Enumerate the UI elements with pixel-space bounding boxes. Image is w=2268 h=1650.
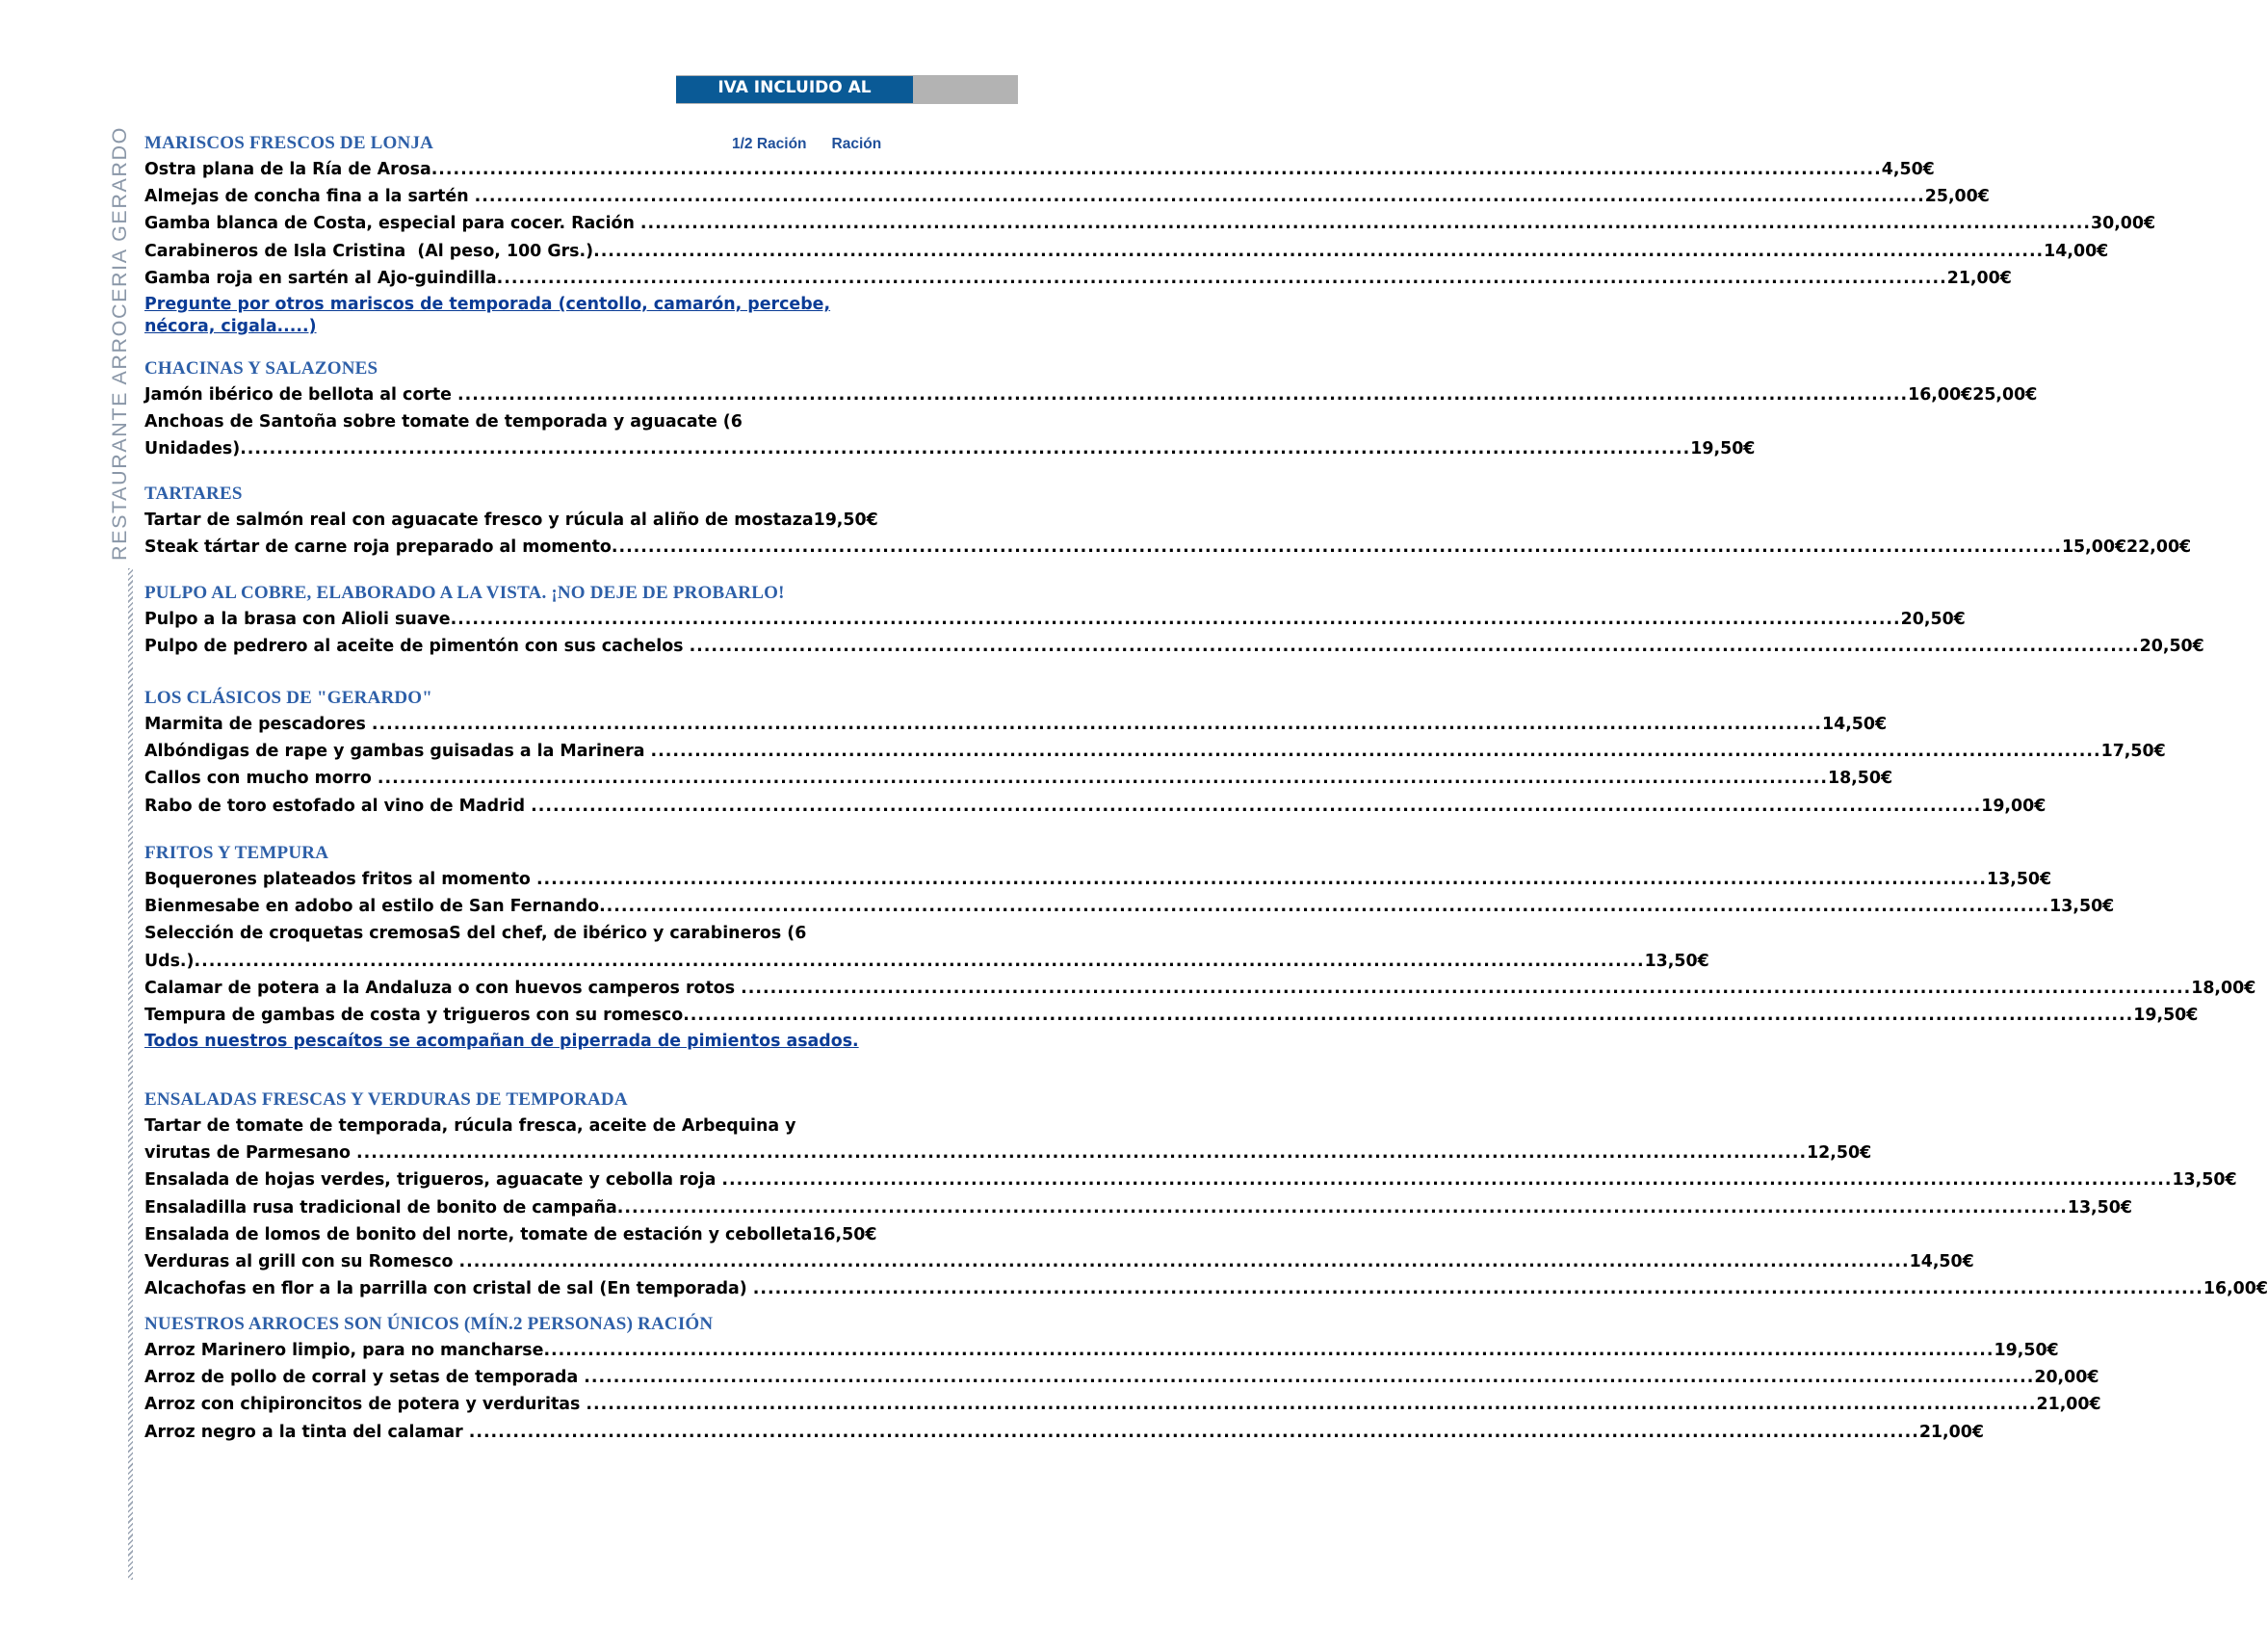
dot-leader [617, 1194, 2068, 1221]
dot-leader [543, 1337, 1994, 1364]
dot-leader [459, 1248, 1910, 1275]
menu-item-name: Steak tártar de carne roja preparado al momento [144, 537, 612, 558]
menu-item [144, 1275, 2268, 1302]
section-title: FRITOS Y TEMPURA [144, 843, 329, 863]
menu-item-name-line1: Tartar de tomate de temporada, rúcula fresca, aceite de Arbequina y [144, 1116, 796, 1136]
menu-section [144, 841, 2256, 1053]
menu-section [144, 581, 2204, 660]
menu-item [144, 765, 1893, 792]
dot-leader [683, 1002, 2133, 1029]
menu-item [144, 1221, 896, 1248]
section-title: LOS CLÁSICOS DE "GERARDO" [144, 688, 433, 708]
menu-item [144, 1248, 1974, 1275]
menu-item-price: 4,50€ [1881, 160, 1935, 179]
dot-leader [753, 1275, 2203, 1302]
menu-item-name: Tempura de gambas de costa y trigueros con su romesco [144, 1006, 684, 1026]
menu-item-name: Arroz con chipironcitos de potera y verduritas [144, 1395, 587, 1415]
menu-item-name: Pulpo de pedrero al aceite de pimentón con sus cachelos [144, 637, 690, 657]
menu-item-price: 14,50€ [1822, 715, 1888, 734]
dot-leader [651, 738, 2101, 765]
menu-item [144, 1391, 2101, 1418]
menu-section [144, 482, 2192, 561]
menu-item-price: 21,00€ [1946, 268, 2012, 288]
menu-item-price: 20,50€ [1900, 610, 1966, 629]
menu-item [144, 1194, 2132, 1221]
menu-section [144, 1312, 2101, 1446]
menu-item-price: 12,50€ [1807, 1143, 1872, 1164]
dot-leader [356, 1139, 1807, 1166]
menu-item-name: Ensaladilla rusa tradicional de bonito de campaña [144, 1197, 617, 1218]
menu-item-name: Arroz Marinero limpio, para no mancharse [144, 1341, 544, 1360]
dot-leader [586, 1391, 2036, 1418]
menu-item-price: 21,00€ [2036, 1395, 2101, 1415]
menu-item-price: 13,50€ [2172, 1170, 2237, 1191]
menu-item-name: Calamar de potera a la Andaluza o con huevos camperos rotos [144, 978, 742, 998]
menu-section [144, 356, 2038, 463]
menu-item-price: 20,00€ [2034, 1368, 2099, 1388]
menu-item [144, 265, 2012, 292]
menu-item-name-line2: virutas de Parmesano [144, 1143, 356, 1164]
menu-item-name: Tartar de salmón real con aguacate fresco y rúcula al aliño de mostaza [144, 511, 814, 530]
menu-item [144, 183, 1990, 210]
menu-item-price: 30,00€ [2091, 214, 2156, 234]
menu-item [144, 1113, 1872, 1166]
section-note-link[interactable]: Todos nuestros pescaítos se acompañan de piperrada de pimientos asados. [144, 1032, 859, 1052]
menu-item-name: Alcachofas en flor a la parrilla con cristal de sal (En temporada) [144, 1279, 753, 1299]
dot-leader [721, 1166, 2172, 1193]
menu-item-name: Almejas de concha fina a la sartén [144, 187, 475, 207]
dot-leader [194, 948, 1644, 975]
restaurant-side-title: RESTAURANTE ARROCERIA GERARDO [108, 126, 131, 561]
menu-item-name-line1: Anchoas de Santoña sobre tomate de temporada y aguacate (6 [144, 412, 743, 432]
dot-leader [372, 711, 1822, 738]
menu-section [144, 686, 2166, 820]
menu-item [144, 1337, 2059, 1364]
menu-item [144, 975, 2256, 1002]
menu-item-name: Ostra plana de la Ría de Arosa [144, 160, 431, 179]
menu-item-name: Ensalada de lomos de bonito del norte, tomate de estación y cebolleta [144, 1224, 813, 1244]
menu-item-price: 19,50€ [813, 511, 878, 530]
dot-leader [431, 156, 1882, 183]
menu-item-price: 19,50€ [1994, 1341, 2059, 1360]
menu-item-name: Jamón ibérico de bellota al corte [144, 385, 458, 405]
menu-item-name-line2: Uds.) [144, 951, 195, 971]
menu-item-price: 13,50€ [2049, 897, 2115, 917]
menu-item-name: Marmita de pescadores [144, 715, 372, 734]
menu-item [144, 238, 2109, 265]
menu-item-price: 16,50€ [812, 1224, 877, 1244]
menu-item [144, 1364, 2099, 1391]
dot-leader [497, 265, 1947, 292]
menu-item-name: Pulpo a la brasa con Alioli suave [144, 610, 451, 629]
menu-item-name: Bienmesabe en adobo al estilo de San Fernando [144, 897, 600, 917]
menu-item-price: 14,50€ [1909, 1252, 1974, 1272]
menu-item-price: 18,00€ [2191, 978, 2256, 998]
section-title: PULPO AL COBRE, ELABORADO A LA VISTA. ¡NO DEJE DE PROBARLO! [144, 583, 785, 603]
menu-item-price: 25,00€ [1924, 187, 1990, 207]
menu-item [144, 606, 1966, 633]
menu-item-name: Verduras al grill con su Romesco [144, 1252, 459, 1272]
dot-leader [451, 606, 1901, 633]
iva-label: IVA INCLUIDO AL 10% [717, 78, 872, 121]
menu-item [144, 210, 2156, 237]
dot-leader [640, 210, 2091, 237]
menu-item [144, 507, 896, 534]
menu-item-price: 16,00€ [2203, 1279, 2268, 1299]
menu-item-price: 19,00€ [1981, 796, 2046, 816]
dot-leader [584, 1364, 2034, 1391]
menu-item-name: Arroz de pollo de corral y setas de temporada [144, 1368, 585, 1388]
menu-item-name-line2: Unidades) [144, 439, 241, 459]
menu-item [144, 156, 1935, 183]
menu-item-price: 20,50€ [2139, 637, 2204, 657]
menu-item [144, 893, 2115, 920]
menu-item [144, 711, 1888, 738]
menu-item [144, 534, 2192, 561]
menu-item-price: 13,50€ [1987, 870, 2052, 889]
menu-item [144, 408, 1756, 462]
dot-leader [593, 238, 2044, 265]
menu-item [144, 1002, 2199, 1029]
menu-item-price: 19,50€ [1690, 439, 1756, 459]
menu-item-name: Rabo de toro estofado al vino de Madrid [144, 796, 532, 816]
dot-leader [469, 1419, 1919, 1446]
section-note-link[interactable]: Pregunte por otros mariscos de temporada (centollo, camarón, percebe, nécora, cigala.....) [144, 295, 831, 337]
menu-item-price: 13,50€ [2067, 1197, 2132, 1218]
menu-item-name: Gamba blanca de Costa, especial para cocer. Ración [144, 214, 640, 234]
section-title: NUESTROS ARROCES SON ÚNICOS (MÍN.2 PERSONAS) RACIÓN [144, 1314, 714, 1334]
decorative-side-rule [128, 568, 133, 1580]
dot-leader [536, 866, 1987, 893]
dot-leader [531, 793, 1981, 820]
menu-item-name: Ensalada de hojas verdes, trigueros, aguacate y cebolla roja [144, 1170, 722, 1191]
menu-item [144, 1419, 1984, 1446]
menu-item-price: 21,00€ [1918, 1422, 1984, 1442]
menu-item-price: 17,50€ [2100, 742, 2166, 762]
dot-leader [457, 381, 1908, 408]
menu-item-price: 18,50€ [1827, 769, 1893, 789]
menu-item-price: 15,00€22,00€ [2061, 537, 2192, 558]
section-title: ENSALADAS FRESCAS Y VERDURAS DE TEMPORADA [144, 1089, 628, 1110]
dot-leader [741, 975, 2191, 1002]
menu-item [144, 866, 2052, 893]
menu-item-name: Gamba roja en sartén al Ajo-guindilla [144, 268, 497, 288]
menu-item-price: 19,50€ [2133, 1006, 2199, 1026]
dot-leader [475, 183, 1925, 210]
menu-item [144, 381, 2038, 408]
section-title: CHACINAS Y SALAZONES [144, 358, 378, 379]
section-title: MARISCOS FRESCOS DE LONJA [144, 133, 434, 153]
menu-item-price: 16,00€25,00€ [1908, 385, 2038, 405]
dot-leader [378, 765, 1828, 792]
menu-item-name-line1: Selección de croquetas cremosaS del chef, de ibérico y carabineros (6 [144, 924, 807, 944]
menu-section [144, 131, 2156, 338]
menu-item-name: Albóndigas de rape y gambas guisadas a la Marinera [144, 742, 651, 762]
menu-section [144, 1087, 2268, 1302]
dot-leader [690, 633, 2140, 660]
menu-item-name: Carabineros de Isla Cristina (Al peso, 100 Grs.) [144, 241, 594, 261]
menu-item-name: Boquerones plateados fritos al momento [144, 870, 536, 889]
menu-item [144, 1166, 2237, 1193]
dot-leader [612, 534, 2062, 561]
menu-item [144, 633, 2204, 660]
menu-item-name: Callos con mucho morro [144, 769, 378, 789]
full-portion-header: Ración [831, 136, 882, 152]
menu-item [144, 738, 2166, 765]
menu-item [144, 793, 2046, 820]
menu-item-name: Arroz negro a la tinta del calamar [144, 1422, 469, 1442]
menu-item-price: 14,00€ [2044, 241, 2109, 261]
menu-item-price: 13,50€ [1644, 951, 1709, 971]
menu-item [144, 920, 1709, 974]
dot-leader [240, 435, 1690, 462]
half-portion-header: 1/2 Ración [732, 136, 807, 152]
dot-leader [599, 893, 2049, 920]
iva-banner [676, 76, 913, 121]
section-title: TARTARES [144, 484, 243, 504]
